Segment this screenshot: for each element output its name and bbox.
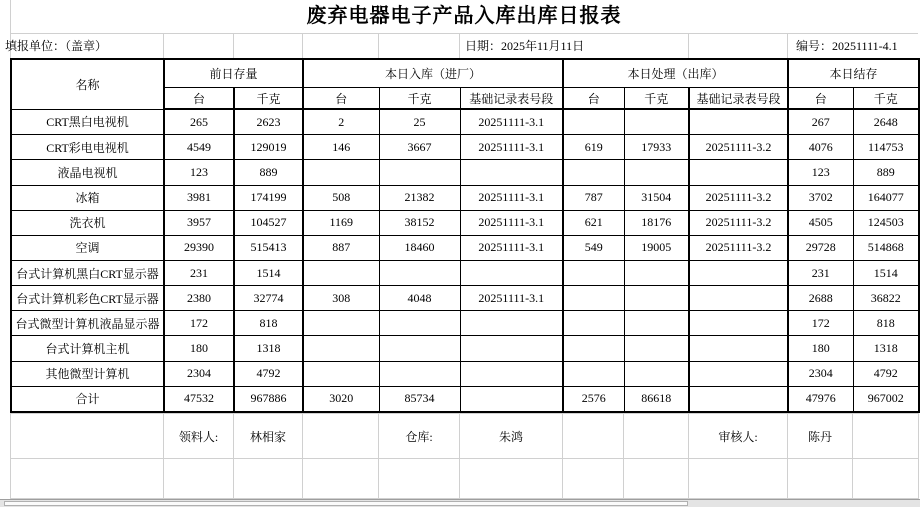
data-cell[interactable]: 1514: [853, 260, 919, 285]
data-cell[interactable]: 36822: [853, 286, 919, 311]
table-row: [11, 235, 919, 260]
data-cell[interactable]: 20251111-3.2: [689, 185, 788, 210]
data-cell[interactable]: [689, 160, 788, 185]
data-cell[interactable]: [689, 109, 788, 135]
data-cell[interactable]: [624, 361, 689, 386]
empty-cell[interactable]: [853, 459, 919, 499]
data-cell[interactable]: 20251111-3.1: [460, 210, 563, 235]
data-cell[interactable]: 4505: [788, 210, 853, 235]
data-cell[interactable]: 4048: [379, 286, 460, 311]
data-cell[interactable]: 265: [164, 109, 234, 135]
data-cell[interactable]: [379, 311, 460, 336]
signature-cell[interactable]: 审核人:: [689, 414, 788, 459]
row-name-cell[interactable]: 洗衣机: [11, 210, 164, 235]
page-title: 废弃电器电子产品入库出库日报表: [306, 5, 622, 27]
data-cell[interactable]: 267: [788, 109, 853, 135]
data-cell[interactable]: 172: [788, 311, 853, 336]
subheader-cell[interactable]: 千克: [379, 88, 460, 110]
data-cell[interactable]: [624, 336, 689, 361]
data-cell[interactable]: 1169: [303, 210, 379, 235]
table-row: [11, 135, 919, 160]
data-cell[interactable]: [624, 286, 689, 311]
table-row: [11, 286, 919, 311]
data-cell[interactable]: 19005: [624, 235, 689, 260]
data-cell[interactable]: 20251111-3.1: [460, 135, 563, 160]
signature-cell[interactable]: 仓库:: [379, 414, 460, 459]
data-cell[interactable]: 2648: [853, 109, 919, 135]
data-cell[interactable]: 887: [303, 235, 379, 260]
subheader-cell[interactable]: 台: [164, 88, 234, 110]
data-cell[interactable]: [563, 286, 624, 311]
data-cell[interactable]: 1318: [234, 336, 303, 361]
data-cell[interactable]: 86618: [624, 386, 689, 412]
data-cell[interactable]: 20251111-3.1: [460, 286, 563, 311]
data-cell[interactable]: 549: [563, 235, 624, 260]
empty-cell[interactable]: [788, 459, 853, 499]
data-cell[interactable]: 20251111-3.1: [460, 109, 563, 135]
data-cell[interactable]: [379, 260, 460, 285]
data-cell[interactable]: [563, 311, 624, 336]
signature-cell[interactable]: 林相家: [234, 414, 303, 459]
data-cell[interactable]: [460, 336, 563, 361]
data-cell[interactable]: 104527: [234, 210, 303, 235]
data-cell[interactable]: 25: [379, 109, 460, 135]
empty-cell[interactable]: [379, 459, 460, 499]
data-cell[interactable]: [460, 160, 563, 185]
table-row: [11, 311, 919, 336]
row-name-cell[interactable]: CRT黑白电视机: [11, 109, 164, 135]
empty-cell[interactable]: [689, 459, 788, 499]
gridline: [10, 33, 918, 34]
signature-section: [10, 413, 918, 499]
data-cell[interactable]: [689, 336, 788, 361]
data-cell[interactable]: [379, 336, 460, 361]
data-cell[interactable]: 2304: [164, 361, 234, 386]
data-cell[interactable]: 31504: [624, 185, 689, 210]
data-cell[interactable]: 231: [788, 260, 853, 285]
data-cell[interactable]: 818: [853, 311, 919, 336]
data-cell[interactable]: 172: [164, 311, 234, 336]
data-cell[interactable]: 17933: [624, 135, 689, 160]
empty-cell[interactable]: [303, 459, 379, 499]
data-cell[interactable]: 619: [563, 135, 624, 160]
group-header-row: [11, 59, 919, 88]
data-cell[interactable]: 2688: [788, 286, 853, 311]
signature-cell[interactable]: [11, 414, 164, 459]
row-name-cell[interactable]: 台式计算机黑白CRT显示器: [11, 260, 164, 285]
signature-cell[interactable]: [853, 414, 919, 459]
data-cell[interactable]: 85734: [379, 386, 460, 412]
subheader-cell[interactable]: 台: [788, 88, 853, 110]
data-cell[interactable]: 514868: [853, 235, 919, 260]
data-cell[interactable]: 38152: [379, 210, 460, 235]
signature-cell[interactable]: [624, 414, 689, 459]
data-cell[interactable]: 123: [788, 160, 853, 185]
empty-row: [11, 459, 919, 499]
subheader-cell[interactable]: 基础记录表号段: [460, 88, 563, 110]
data-cell[interactable]: [624, 311, 689, 336]
data-cell[interactable]: [460, 260, 563, 285]
subheader-cell[interactable]: 千克: [234, 88, 303, 110]
data-cell[interactable]: 787: [563, 185, 624, 210]
gridline: [688, 33, 689, 58]
data-cell[interactable]: 29728: [788, 235, 853, 260]
scrollbar-thumb[interactable]: [4, 501, 688, 506]
data-cell[interactable]: 20251111-3.2: [689, 235, 788, 260]
total-row: [11, 386, 919, 412]
data-cell[interactable]: 967002: [853, 386, 919, 412]
data-cell[interactable]: [460, 361, 563, 386]
data-cell[interactable]: 3667: [379, 135, 460, 160]
data-cell[interactable]: 29390: [164, 235, 234, 260]
data-cell[interactable]: 146: [303, 135, 379, 160]
data-cell[interactable]: 114753: [853, 135, 919, 160]
data-cell[interactable]: [689, 311, 788, 336]
row-name-cell[interactable]: 台式计算机主机: [11, 336, 164, 361]
data-cell[interactable]: 18176: [624, 210, 689, 235]
data-cell[interactable]: [563, 336, 624, 361]
data-cell[interactable]: [624, 109, 689, 135]
data-cell[interactable]: 4549: [164, 135, 234, 160]
empty-cell[interactable]: [234, 459, 303, 499]
gridline: [459, 33, 460, 58]
data-cell[interactable]: [624, 160, 689, 185]
data-cell[interactable]: 2380: [164, 286, 234, 311]
col-group-today-balance[interactable]: 本日结存: [788, 59, 919, 88]
empty-cell[interactable]: [11, 459, 164, 499]
data-cell[interactable]: [303, 260, 379, 285]
report-table: [10, 58, 918, 413]
data-cell[interactable]: [563, 361, 624, 386]
data-cell[interactable]: [624, 260, 689, 285]
data-cell[interactable]: 2304: [788, 361, 853, 386]
row-name-cell[interactable]: 台式微型计算机液晶显示器: [11, 311, 164, 336]
data-cell[interactable]: 1318: [853, 336, 919, 361]
data-cell[interactable]: 180: [164, 336, 234, 361]
data-cell[interactable]: 967886: [234, 386, 303, 412]
data-cell[interactable]: 47976: [788, 386, 853, 412]
empty-cell[interactable]: [624, 459, 689, 499]
empty-cell[interactable]: [460, 459, 563, 499]
row-name-cell[interactable]: 合计: [11, 386, 164, 412]
data-cell[interactable]: [689, 260, 788, 285]
data-cell[interactable]: 20251111-3.1: [460, 185, 563, 210]
data-cell[interactable]: 621: [563, 210, 624, 235]
data-cell[interactable]: 4792: [234, 361, 303, 386]
data-cell[interactable]: 124503: [853, 210, 919, 235]
data-cell[interactable]: 889: [853, 160, 919, 185]
table-row: [11, 185, 919, 210]
table-row: [11, 109, 919, 135]
data-cell[interactable]: 4076: [788, 135, 853, 160]
empty-cell[interactable]: [164, 459, 234, 499]
data-cell[interactable]: 164077: [853, 185, 919, 210]
subheader-cell[interactable]: 千克: [624, 88, 689, 110]
row-name-cell[interactable]: CRT彩电电视机: [11, 135, 164, 160]
data-cell[interactable]: 174199: [234, 185, 303, 210]
report-code-label: 编号：20251111-4.1: [796, 39, 898, 53]
data-cell[interactable]: 2: [303, 109, 379, 135]
data-cell[interactable]: 123: [164, 160, 234, 185]
row-name-cell[interactable]: 液晶电视机: [11, 160, 164, 185]
gridline: [378, 33, 379, 58]
gridline: [163, 33, 164, 58]
data-cell[interactable]: 3981: [164, 185, 234, 210]
data-cell[interactable]: [689, 361, 788, 386]
subheader-cell[interactable]: 基础记录表号段: [689, 88, 788, 110]
col-group-today-out[interactable]: 本日处理（出库）: [563, 59, 788, 88]
data-cell[interactable]: 818: [234, 311, 303, 336]
data-cell[interactable]: 47532: [164, 386, 234, 412]
data-cell[interactable]: 3702: [788, 185, 853, 210]
signature-row: [11, 414, 919, 459]
table-row: [11, 210, 919, 235]
report-unit-label: 填报单位：（盖章）: [5, 39, 108, 53]
empty-cell[interactable]: [563, 459, 624, 499]
report-date-label: 日期：2025年11月11日: [465, 39, 585, 53]
table-row: [11, 260, 919, 285]
data-cell[interactable]: 889: [234, 160, 303, 185]
row-name-cell[interactable]: 台式计算机彩色CRT显示器: [11, 286, 164, 311]
data-cell[interactable]: [460, 386, 563, 412]
data-cell[interactable]: 18460: [379, 235, 460, 260]
data-cell[interactable]: [379, 361, 460, 386]
signature-cell[interactable]: 朱鸿: [460, 414, 563, 459]
data-cell[interactable]: 20251111-3.2: [689, 135, 788, 160]
data-cell[interactable]: 20251111-3.2: [689, 210, 788, 235]
data-cell[interactable]: [303, 336, 379, 361]
signature-cell[interactable]: 领料人:: [164, 414, 234, 459]
data-cell[interactable]: 20251111-3.1: [460, 235, 563, 260]
data-cell[interactable]: 515413: [234, 235, 303, 260]
data-cell[interactable]: [303, 311, 379, 336]
col-group-prev-stock[interactable]: 前日存量: [164, 59, 303, 88]
data-cell[interactable]: 4792: [853, 361, 919, 386]
data-cell[interactable]: [563, 260, 624, 285]
data-cell[interactable]: [460, 311, 563, 336]
signature-cell[interactable]: [303, 414, 379, 459]
data-cell[interactable]: [303, 160, 379, 185]
data-cell[interactable]: [689, 286, 788, 311]
data-cell[interactable]: 508: [303, 185, 379, 210]
data-cell[interactable]: [303, 361, 379, 386]
data-cell[interactable]: 231: [164, 260, 234, 285]
data-cell[interactable]: [689, 386, 788, 412]
name-column-header[interactable]: 名称: [11, 59, 164, 109]
data-cell[interactable]: 32774: [234, 286, 303, 311]
subheader-cell[interactable]: 千克: [853, 88, 919, 110]
row-name-cell[interactable]: 其他微型计算机: [11, 361, 164, 386]
data-cell[interactable]: 308: [303, 286, 379, 311]
subheader-cell[interactable]: 台: [303, 88, 379, 110]
data-cell[interactable]: 2623: [234, 109, 303, 135]
data-cell[interactable]: [379, 160, 460, 185]
table-row: [11, 336, 919, 361]
row-name-cell[interactable]: 空调: [11, 235, 164, 260]
data-cell[interactable]: 1514: [234, 260, 303, 285]
table-row: [11, 160, 919, 185]
signature-cell[interactable]: [563, 414, 624, 459]
row-name-cell[interactable]: 冰箱: [11, 185, 164, 210]
gridline: [302, 33, 303, 58]
data-cell[interactable]: 180: [788, 336, 853, 361]
gridline: [787, 33, 788, 58]
data-cell[interactable]: 3957: [164, 210, 234, 235]
data-cell[interactable]: 129019: [234, 135, 303, 160]
gridline: [233, 33, 234, 58]
signature-cell[interactable]: 陈丹: [788, 414, 853, 459]
data-cell[interactable]: 21382: [379, 185, 460, 210]
data-cell[interactable]: [563, 109, 624, 135]
col-group-today-in[interactable]: 本日入库（进厂）: [303, 59, 563, 88]
data-cell[interactable]: 2576: [563, 386, 624, 412]
data-cell[interactable]: [563, 160, 624, 185]
table-row: [11, 361, 919, 386]
data-cell[interactable]: 3020: [303, 386, 379, 412]
subheader-cell[interactable]: 台: [563, 88, 624, 110]
